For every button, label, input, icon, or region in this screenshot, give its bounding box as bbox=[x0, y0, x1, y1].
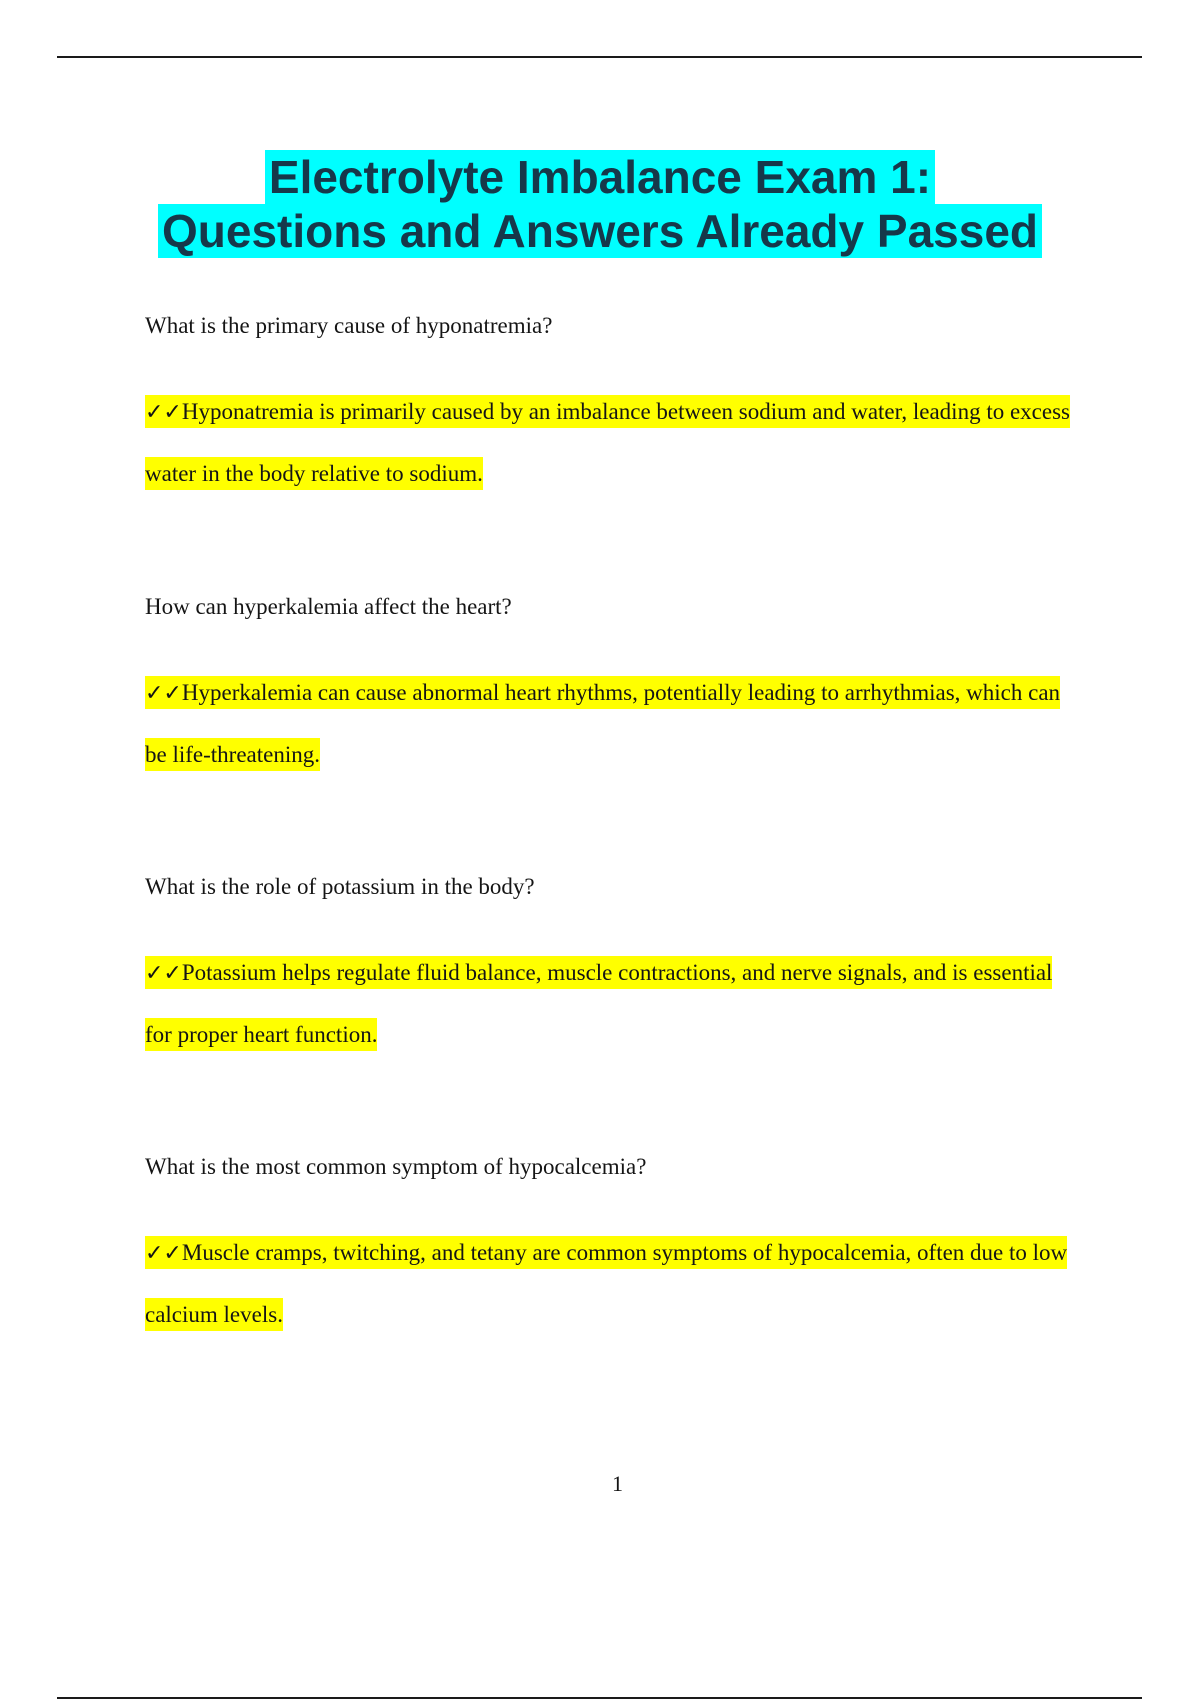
answer-highlight bbox=[145, 956, 1052, 1051]
qa-item-3 bbox=[145, 872, 1080, 1065]
qa-item-2 bbox=[145, 592, 1080, 785]
double-check-icon: ✓✓ bbox=[145, 1241, 182, 1266]
answer-text: Hyperkalemia can cause abnormal heart rhythms, potentially leading to arrhythmias, which can be life-threatening. bbox=[145, 680, 1061, 767]
answer-highlight bbox=[145, 395, 1070, 490]
answer-block bbox=[145, 381, 1080, 504]
footer-rule bbox=[57, 1697, 1142, 1699]
answer-block bbox=[145, 662, 1080, 785]
header-rule bbox=[57, 56, 1142, 58]
double-check-icon: ✓✓ bbox=[145, 400, 182, 425]
question-text: What is the role of potassium in the body? bbox=[145, 874, 535, 899]
question-text: What is the most common symptom of hypocalcemia? bbox=[145, 1154, 647, 1179]
answer-highlight bbox=[145, 676, 1060, 771]
qa-item-4 bbox=[145, 1152, 1080, 1345]
title-line-2: Questions and Answers Already Passed bbox=[158, 204, 1042, 258]
question-text: What is the primary cause of hyponatremia? bbox=[145, 313, 553, 338]
answer-highlight bbox=[145, 1236, 1067, 1331]
answer-block bbox=[145, 942, 1080, 1065]
answer-text: Muscle cramps, twitching, and tetany are common symptoms of hypocalcemia, often due to low calcium levels. bbox=[145, 1240, 1068, 1327]
answer-block bbox=[145, 1222, 1080, 1345]
question-text: How can hyperkalemia affect the heart? bbox=[145, 594, 512, 619]
double-check-icon: ✓✓ bbox=[145, 961, 182, 986]
page-number: 1 bbox=[612, 1471, 623, 1496]
answer-text: Hyponatremia is primarily caused by an imbalance between sodium and water, leading to excess water in the body relative to sodium. bbox=[145, 399, 1070, 486]
qa-item-1 bbox=[145, 311, 1080, 504]
document-title bbox=[0, 150, 1200, 258]
title-line-1: Electrolyte Imbalance Exam 1: bbox=[265, 150, 935, 204]
double-check-icon: ✓✓ bbox=[145, 681, 182, 706]
answer-text: Potassium helps regulate fluid balance, muscle contractions, and nerve signals, and is essential for proper heart function. bbox=[145, 960, 1053, 1047]
